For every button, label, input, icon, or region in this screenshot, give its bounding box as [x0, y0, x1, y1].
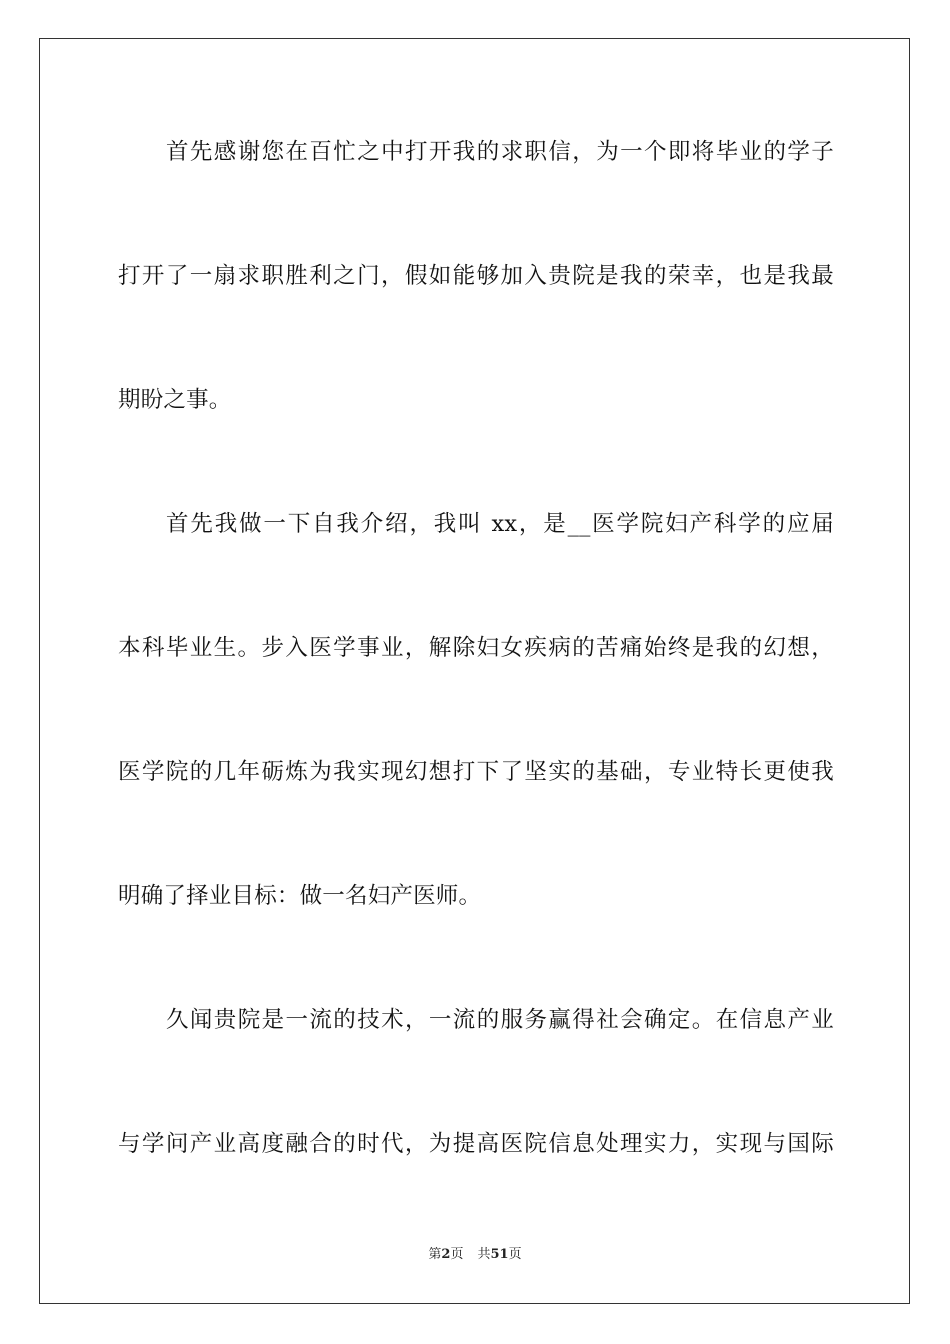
paragraph-3-line-1: 久闻贵院是一流的技术，一流的服务赢得社会确定。在信息产业: [166, 1007, 834, 1033]
paragraph-2-line-2: 本科毕业生。步入医学事业，解除妇女疾病的苦痛始终是我的幻想，: [118, 635, 834, 661]
footer-total-suffix: 页: [508, 1247, 522, 1262]
footer-page-prefix: 第: [428, 1247, 442, 1262]
paragraph-2-line-3: 医学院的几年砺炼为我实现幻想打下了坚实的基础，专业特长更使我: [118, 759, 834, 785]
footer-page-number: 2: [441, 1247, 451, 1262]
paragraph-3-line-2: 与学问产业高度融合的时代，为提高医院信息处理实力，实现与国际: [118, 1131, 834, 1157]
footer-total-number: 51: [490, 1247, 509, 1262]
paragraph-2-line-4: 明确了择业目标：做一名妇产医师。: [118, 883, 482, 909]
footer-page-suffix: 页: [450, 1247, 464, 1262]
paragraph-1-line-3: 期盼之事。: [118, 387, 232, 413]
paragraph-1-line-2: 打开了一扇求职胜利之门，假如能够加入贵院是我的荣幸，也是我最: [118, 263, 834, 289]
page-footer: [0, 1246, 950, 1264]
footer-total-prefix: 共: [477, 1247, 491, 1262]
page-border: [39, 38, 910, 1304]
paragraph-1-line-1: 首先感谢您在百忙之中打开我的求职信，为一个即将毕业的学子: [166, 139, 834, 165]
paragraph-2-line-1: 首先我做一下自我介绍，我叫 xx，是__医学院妇产科学的应届: [166, 511, 834, 537]
